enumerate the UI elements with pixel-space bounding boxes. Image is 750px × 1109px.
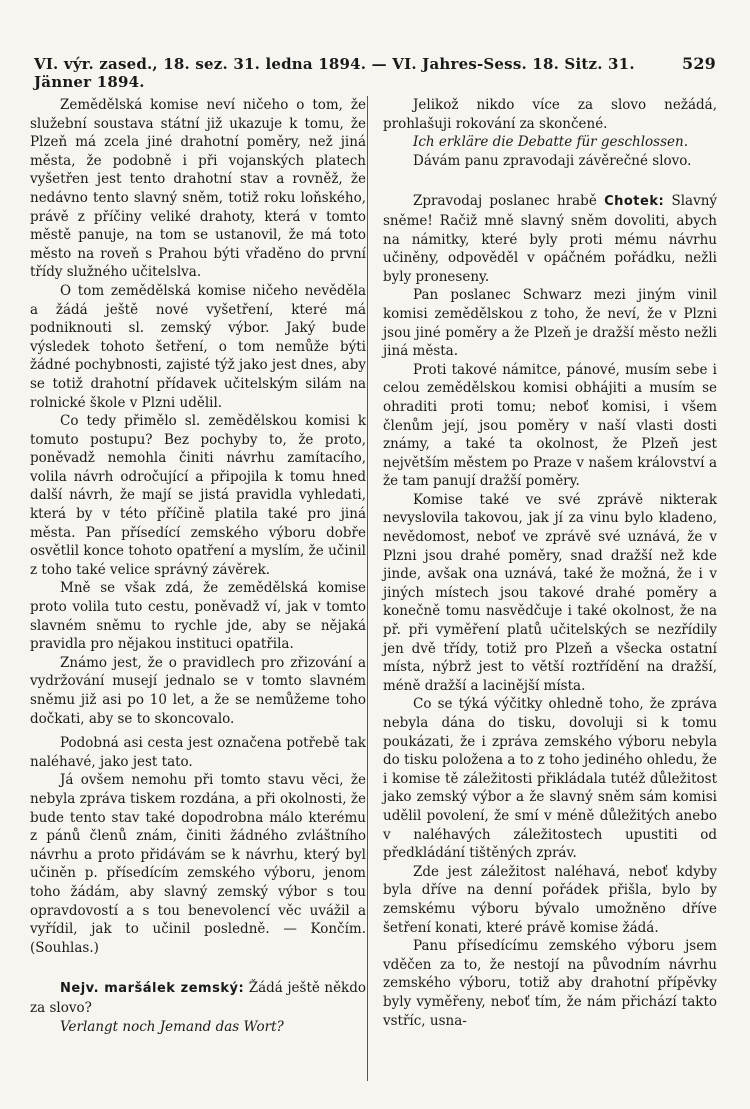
paragraph: Zemědělská komise neví ničeho o tom, že služební soustava státní již ukazuje k tomu, že Plzeň má zcela jiné drahotní poměry, než jiná města, že podobně i při vojanských platech vyšetřen jest tento drahotní stav a rovněž, že nedávno tento slavný sněm, totiž roku loňského, právě z příčiny veliké drahoty, která v tomto městě panuje, na tom se ustanovil, že má toto město na roveň s Prahou býti vřaděno do první třídy služného učitelslva. xyxy=(30,97,366,281)
paragraph: Známo jest, že o pravidlech pro zřizování a vydržování musejí jednalo se v tomto slavném sněmu již asi po 10 let, a že se nemůžeme toho dočkati, aby se to skoncovalo. xyxy=(30,654,366,727)
page-header xyxy=(34,54,716,91)
right-column xyxy=(383,96,717,1030)
speaker-paragraph xyxy=(383,192,717,286)
left-column xyxy=(30,96,366,1036)
speaker-text: Žádá ještě někdo za slovo? xyxy=(30,980,367,1016)
paragraph: Dávám panu zpravodaji závěrečné slovo. xyxy=(413,152,692,169)
paragraph: Panu přísedícímu zemského výboru jsem vděčen za to, že nestojí na původním návrhu zemského výboru, totiž aby drahotní přípěvky byly vyměřeny, neboť tím, že nám přichází takto vstříc, usna- xyxy=(383,938,717,1029)
paragraph: Komise také ve své zprávě nikterak nevyslovila takovou, jak jí za vinu bylo kladeno, nevědomost, neboť ve zprávě své uznává, že v Plzni jsou drahé poměry, snad dražší než kde jinde, avšak ona uznává, také že možná, že i v jiných místech jsou takové drahé poměry a konečně tomu nasvědčuje i také okolnost, že na př. při vyměření platů učitelských se nezřídily jen dvě třídy, totiž pro Plzeň a všecka ostatní místa, nýbrž jest to větší roztřídění na dražší, méně dražší a lacinější místa. xyxy=(383,491,717,694)
paragraph: Já ovšem nemohu při tomto stavu věci, že nebyla zpráva tiskem rozdána, a při okolnosti, že bude tento stav také dopodrobna málo kterému z pánů členů znám, činiti žádného zvláštního návrhu a proto přidávám se k návrhu, který byl učiněn p. přísedícím zemského výboru, jenom toho žádám, aby slavný zemský výbor s tou opravdovostí a s tou benevolencí věc uvážil a vyřídil, jak to učinil posledně. — Končím. (Souhlas.) xyxy=(30,772,366,956)
page-number: 529 xyxy=(682,54,716,73)
paragraph: Proti takové námitce, pánové, musím sebe i celou zemědělskou komisi obhájiti a musím se ohraditi proti tomu; neboť komisi, i všem členům její, jsou poměry v naší vlasti dosti známy, a také ta okolnost, že Plzeň jest největším městem po Praze v našem království a že tam panují dražší poměry. xyxy=(383,361,717,490)
paragraph: Co tedy přimělo sl. zemědělskou komisi k tomuto postupu? Bez pochyby to, že proto, poněvadž nemohla činiti návrhu zamítacího, volila návrh odročující a připojila k tomu hned další návrh, že mají se jistá pravidla vyhledati, která by v této příčině platila také pro jiná města. Pan přísedící zemského výboru dobře osvětlil konce tohoto opatření a myslím, že učinil z toho také velice správný závěrek. xyxy=(30,413,366,578)
paragraph: Pan poslanec Schwarz mezi jiným vinil komisi zemědělskou z toho, že neví, že v Plzni jsou jiné poměry a že Plzeň je dražší město nežli jiná města. xyxy=(383,287,717,360)
german-paragraph: Ich erkläre die Debatte für geschlossen. xyxy=(413,134,689,151)
column-divider xyxy=(367,96,368,1081)
paragraph: Jelikož nikdo více za slovo nežádá, prohlašuji rokování za skončené. xyxy=(383,97,717,132)
speaker-text: Slavný sněme! Račiž mně slavný sněm dovoliti, abych na námitky, které byly proti mému návrhu učiněny, odpověděl v opáčném pořádku, nežli byly proneseny. xyxy=(383,193,718,285)
speaker-name: Chotek: xyxy=(604,194,665,210)
paragraph: Mně se však zdá, že zemědělská komise proto volila tuto cestu, poněvadž ví, jak v tomto slavném sněmu to rychle jde, aby se nějaká pravidla pro nějakou instituci opatřila. xyxy=(30,580,366,653)
paragraph: O tom zemědělská komise ničeho nevěděla a žádá ještě nové vyšetření, které má podniknouti sl. zemský výbor. Jaký bude výsledek tohoto šetření, o tom nemůže býti žádné pochybnosti, zajisté týž jako jest dnes, aby se totiž drahotní přídavek učitelským silám na rolnické škole v Plzni udělil. xyxy=(30,282,366,411)
paragraph: Co se týká výčitky ohledně toho, že zpráva nebyla dána do tisku, dovoluji si k tomu poukázati, že i zpráva zemského výboru nebyla do tisku položena a to z toho jediného ohledu, že i komise tě záležitosti přikládala tutéž důležitost jako zemský výbor a že slavný sněm sám komisi udělil povolení, že smí v méně důležitých anebo v naléhavých záležitostech upustiti od předkládání tištěných zpráv. xyxy=(383,696,717,862)
speaker-name: Nejv. maršálek zemský: xyxy=(60,981,245,997)
running-header: VI. výr. zased., 18. sez. 31. ledna 1894. — VI. Jahres-Sess. 18. Sitz. 31. Jänner 1894. xyxy=(34,55,635,91)
speaker-intro: Zpravodaj poslanec hrabě xyxy=(413,193,597,210)
german-paragraph: Verlangt noch Jemand das Wort? xyxy=(60,1018,284,1035)
paragraph: Podobná asi cesta jest označena potřebě tak naléhavé, jako jest tato. xyxy=(30,735,366,770)
speaker-paragraph xyxy=(30,979,366,1017)
paragraph: Zde jest záležitost naléhavá, neboť kdyby byla dříve na denní pořádek přišla, bylo by zemskému výboru bývalo umožněno dříve šetření konati, které právě komise žádá. xyxy=(383,863,717,936)
